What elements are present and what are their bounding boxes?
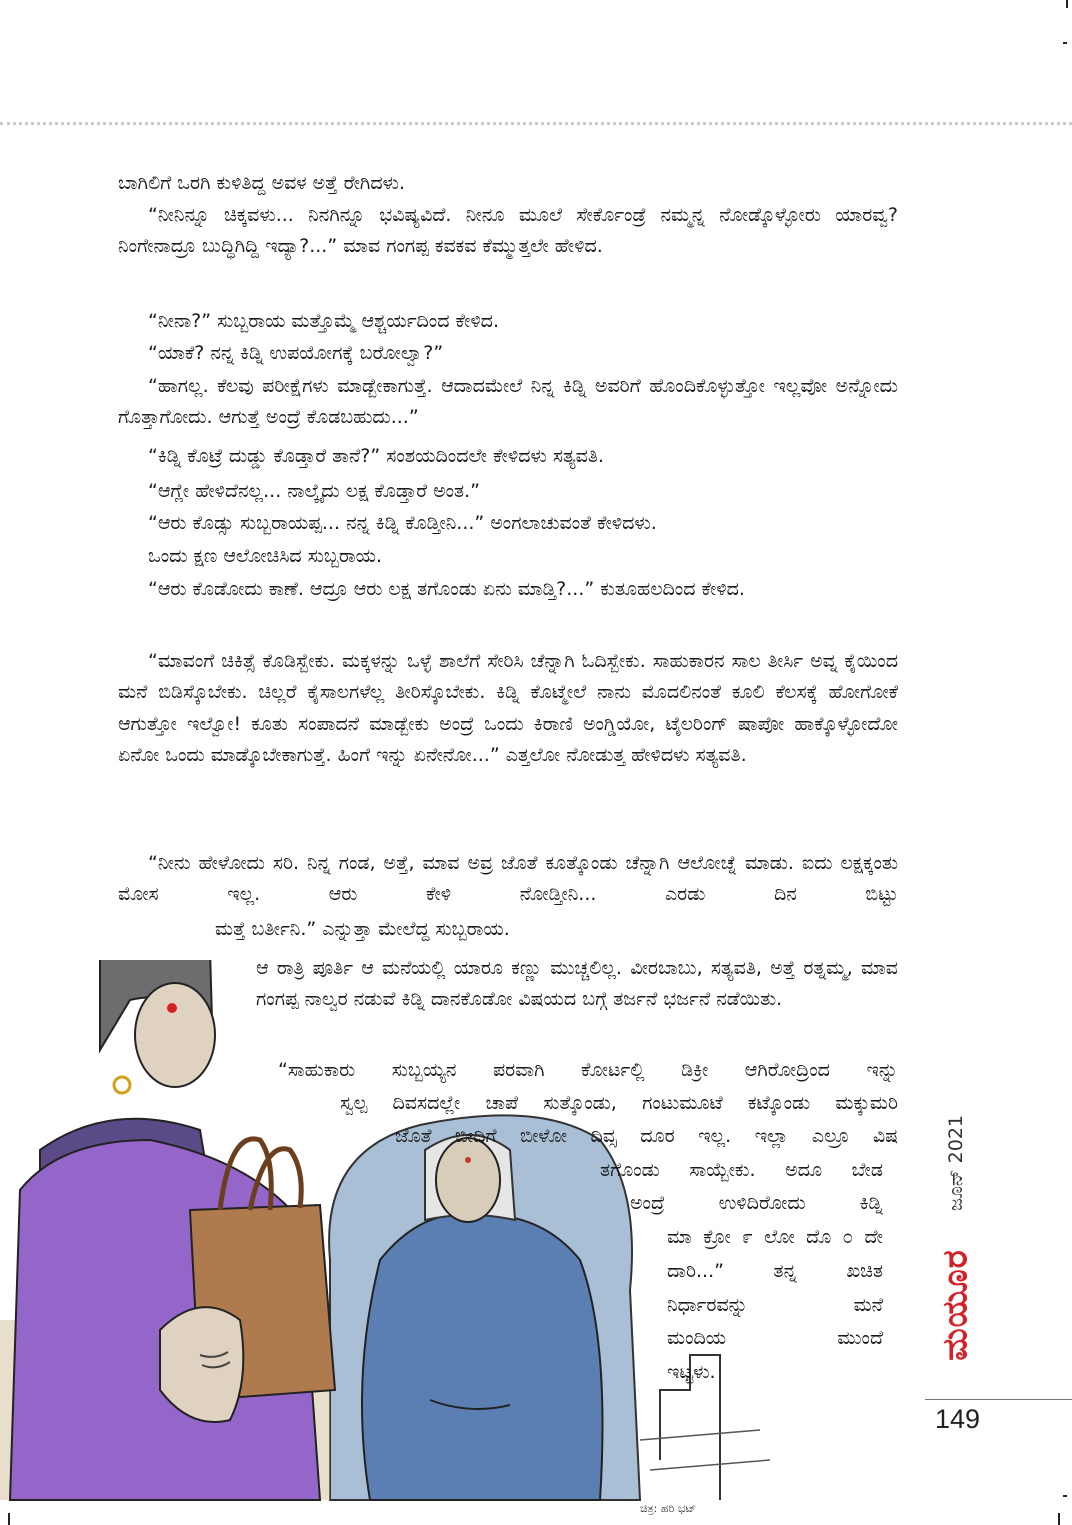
paragraph-1: ಬಾಗಿಲಿಗೆ ಒರಗಿ ಕುಳಿತಿದ್ದ ಅವಳ ಅತ್ತೆ ರೇಗಿದಳು.	[118, 172, 406, 194]
seated-woman-bindi	[465, 1157, 471, 1163]
standing-woman-earring	[114, 1077, 130, 1093]
header-dotted-rule	[0, 122, 1072, 125]
story-illustration	[0, 960, 780, 1520]
paragraph-14-line-6: ಮಾ ಕ್ರೋ ೯ ಲೋ ದೊ ೦ ದೇ	[667, 1226, 883, 1248]
standing-woman-arm	[160, 1307, 243, 1422]
paragraph-5: “ಹಾಗಲ್ಲ. ಕೆಲವು ಪರೀಕ್ಷೆಗಳು ಮಾಡ್ಬೇಕಾಗುತ್ತೆ. ಆದಾದಮೇಲೆ ನಿನ್ನ ಕಿಡ್ನಿ ಅವರಿಗೆ ಹೊಂದಿಕೊಳ್ಳುತ್ತೋ ಇಲ್ಲವೋ ಅನ್ನೋದು ಗೊತ್ತಾಗೋದು. ಆಗುತ್ತೆ ಅಂದ್ರೆ ಕೊಡಬಹುದು...”	[118, 375, 898, 429]
crop-mark-top-right	[1066, 0, 1068, 8]
paragraph-12: “ನೀನು ಹೇಳೋದು ಸರಿ. ನಿನ್ನ ಗಂಡ, ಅತ್ತೆ, ಮಾವ ಅವ್ರ ಜೊತೆ ಕೂತ್ಕೊಂಡು ಚೆನ್ನಾಗಿ ಆಲೋಚ್ನೆ ಮಾಡು. ಐದು ಲಕ್ಷಕ್ಕಂತು ಮೋಸ ಇಲ್ಲ. ಆರು ಕೇಳಿ ನೋಡ್ತೀನಿ... ಎರಡು ದಿನ ಬಿಟ್ಟು	[118, 852, 898, 906]
paragraph-14-line-4: ತಗೊಂಡು ಸಾಯ್ಬೇಕು. ಅದೂ ಬೇಡ	[600, 1159, 883, 1181]
paragraph-3: “ನೀನಾ?” ಸುಬ್ಬರಾಯ ಮತ್ತೊಮ್ಮೆ ಆಶ್ಚರ್ಯದಿಂದ ಕೇಳಿದ.	[148, 310, 499, 332]
paragraph-14-line-1: “ಸಾಹುಕಾರು ಸುಬ್ಬಯ್ಯನ ಪರವಾಗಿ ಕೋರ್ಟಲ್ಲಿ ಡಿಕ್ರೀ ಆಗಿರೋದ್ರಿಂದ ಇನ್ನು	[278, 1059, 898, 1081]
paragraph-14-line-9: ಮಂದಿಯ ಮುಂದೆ	[667, 1327, 883, 1349]
paragraph-10: “ಆರು ಕೊಡೋದು ಕಾಣೆ. ಆದ್ರೂ ಆರು ಲಕ್ಷ ತಗೊಂಡು ಏನು ಮಾಡ್ತಿ?...” ಕುತೂಹಲದಿಂದ ಕೇಳಿದ.	[148, 578, 745, 600]
page-number: 149	[935, 1404, 981, 1434]
paragraph-14-line-7: ದಾರಿ...” ತನ್ನ ಖಚಿತ	[667, 1260, 883, 1282]
seated-woman-body	[362, 1215, 603, 1500]
paragraph-9: ಒಂದು ಕ್ಷಣ ಆಲೋಚಿಸಿದ ಸುಬ್ಬರಾಯ.	[148, 545, 383, 567]
paragraph-13: ಆ ರಾತ್ರಿ ಪೂರ್ತಿ ಆ ಮನೆಯಲ್ಲಿ ಯಾರೂ ಕಣ್ಣು ಮುಚ್ಚಲಿಲ್ಲ. ವೀರಬಾಬು, ಸತ್ಯವತಿ, ಅತ್ತೆ ರತ್ನಮ್ಮ, ಮಾವ ಗಂಗಪ್ಪ ನಾಲ್ವರ ನಡುವೆ ಕಿಡ್ನಿ ದಾನಕೊಡೋ ವಿಷಯದ ಬಗ್ಗೆ ತರ್ಜನೆ ಭರ್ಜನೆ ನಡೆಯಿತು.	[256, 957, 898, 1011]
paragraph-8: “ಆರು ಕೊಡ್ಸು ಸುಬ್ಬರಾಯಪ್ಪ... ನನ್ನ ಕಿಡ್ನಿ ಕೊಡ್ತೀನಿ...” ಅಂಗಲಾಚುವಂತೆ ಕೇಳಿದಳು.	[148, 512, 657, 534]
paragraph-11: “ಮಾವಂಗೆ ಚಿಕಿತ್ಸೆ ಕೊಡಿಸ್ಬೇಕು. ಮಕ್ಕಳನ್ನು ಒಳ್ಳೆ ಶಾಲೆಗೆ ಸೇರಿಸಿ ಚೆನ್ನಾಗಿ ಓದಿಸ್ಬೇಕು. ಸಾಹುಕಾರನ ಸಾಲ ತೀರ್ಸಿ ಅವ್ನ ಕೈಯಿಂದ ಮನೆ ಬಿಡಿಸ್ಕೊಬೇಕು. ಚಿಲ್ಲರೆ ಕೈಸಾಲಗಳೆಲ್ಲ ತೀರಿಸ್ಕೊಬೇಕು. ಕಿಡ್ನಿ ಕೊಟ್ಮೇಲೆ ನಾನು ಮೊದಲಿನಂತೆ ಕೂಲಿ ಕೆಲಸಕ್ಕೆ ಹೋಗೋಕೆ ಆಗುತ್ತೋ ಇಲ್ವೋ! ಕೂತು ಸಂಪಾದನೆ ಮಾಡ್ಬೇಕು ಅಂದ್ರೆ ಒಂದು ಕಿರಾಣಿ ಅಂಗ್ಡಿಯೋ, ಟೈಲರಿಂಗ್ ಷಾಪೋ ಹಾಕ್ಕೊಳ್ಳೋದೋ ಏನೋ ಒಂದು ಮಾಡ್ಕೊಬೇಕಾಗುತ್ತೆ. ಹಿಂಗೆ ಇನ್ನು ಏನೇನೋ...” ಎತ್ತಲೋ ನೋಡುತ್ತ ಹೇಳಿದಳು ಸತ್ಯವತಿ.	[118, 650, 898, 766]
standing-woman-bindi	[167, 1003, 177, 1013]
crop-mark-bottom-right-b	[1058, 1513, 1060, 1525]
crop-mark-bottom-right-a	[1063, 1495, 1067, 1497]
magazine-name: ಮಯೂರ	[936, 1249, 976, 1361]
paragraph-14-line-2: ಸ್ವಲ್ಪ ದಿವಸದಲ್ಲೇ ಚಾಪೆ ಸುತ್ಕೊಂಡು, ಗಂಟುಮೂಟೆ ಕಟ್ಕೊಂಡು ಮಕ್ಕುಮರಿ	[340, 1092, 898, 1114]
paragraph-4: “ಯಾಕೆ? ನನ್ನ ಕಿಡ್ನಿ ಉಪಯೋಗಕ್ಕೆ ಬರೋಲ್ವಾ?”	[148, 342, 444, 364]
footer-rule	[925, 1399, 1072, 1400]
paragraph-2: “ನೀನಿನ್ನೂ ಚಿಕ್ಕವಳು... ನಿನಗಿನ್ನೂ ಭವಿಷ್ಯವಿದೆ. ನೀನೂ ಮೂಲೆ ಸೇರ್ಕೊಂಡ್ರೆ ನಮ್ಮನ್ನ ನೋಡ್ಕೊಳ್ಳೋರು ಯಾರವ್ವ? ನಿಂಗೇನಾದ್ರೂ ಬುದ್ಧಿಗಿದ್ದಿ ಇದ್ಯಾ?...” ಮಾವ ಗಂಗಪ್ಪ ಕವಕವ ಕೆಮ್ಮುತ್ತಲೇ ಹೇಳಿದ.	[118, 204, 898, 258]
paragraph-14-line-10: ಇಟ್ಟಳು.	[667, 1361, 716, 1383]
paragraph-14-line-8: ನಿರ್ಧಾರವನ್ನು ಮನೆ	[667, 1294, 883, 1316]
issue-date: ಜೂನ್ 2021	[945, 1114, 968, 1211]
paragraph-14-line-3: ಜೊತೆ ಬೀದಿಗೆ ಬೀಳೋ ದಿವ್ಸ ದೂರ ಇಲ್ಲ. ಇಲ್ಲಾ ಎಲ್ರೂ ವಿಷ	[395, 1125, 898, 1147]
paragraph-14-line-5: ಅಂದ್ರೆ ಉಳಿದಿರೋದು ಕಿಡ್ನಿ	[630, 1192, 883, 1214]
paragraph-6: “ಕಿಡ್ನಿ ಕೊಟ್ರೆ ದುಡ್ಡು ಕೊಡ್ತಾರೆ ತಾನೆ?” ಸಂಶಯದಿಂದಲೇ ಕೇಳಿದಳು ಸತ್ಯವತಿ.	[148, 445, 604, 467]
paragraph-7: “ಆಗ್ಲೇ ಹೇಳಿದೆನಲ್ಲ... ನಾಲ್ಕೈದು ಲಕ್ಷ ಕೊಡ್ತಾರೆ ಅಂತ.”	[148, 480, 481, 502]
paragraph-12-end: ಮತ್ತೆ ಬರ್ತೀನಿ.” ಎನ್ನುತ್ತಾ ಮೇಲೆದ್ದ ಸುಬ್ಬರಾಯ.	[215, 918, 510, 940]
crop-mark-right	[1063, 42, 1067, 44]
standing-woman-face	[135, 983, 215, 1087]
artist-signature: ಚಿತ್ರ: ಹರಿ ಭಟ್	[640, 1502, 697, 1515]
